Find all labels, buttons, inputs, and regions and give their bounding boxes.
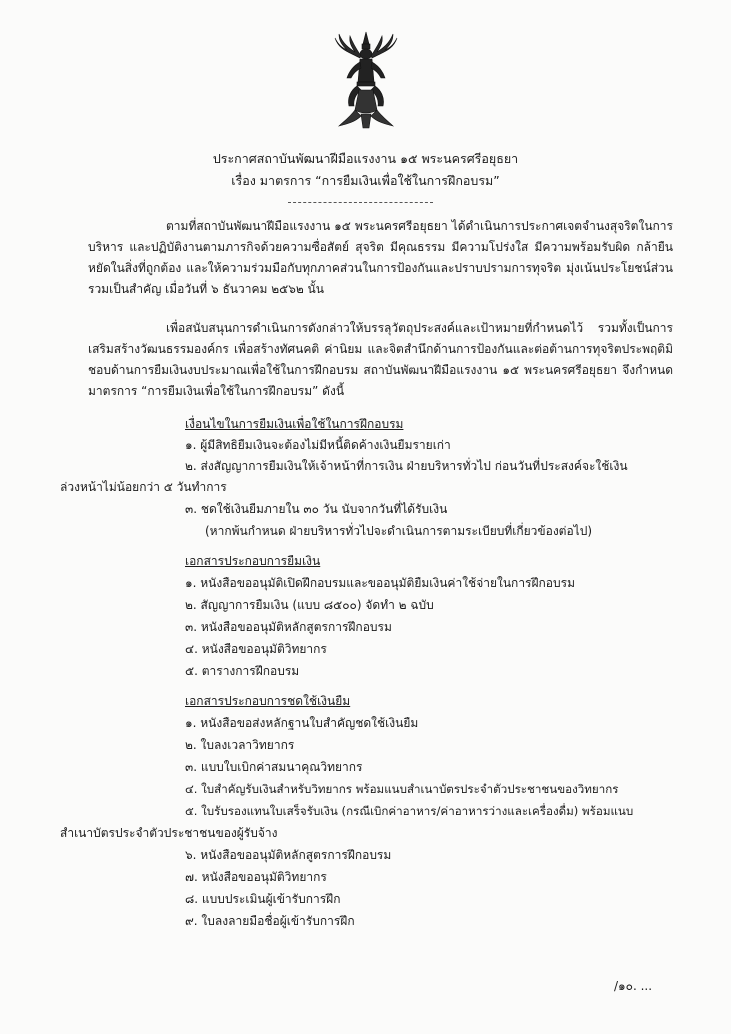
borrow-doc-item-4: ๔. หนังสือขออนุมัติวิทยากร [185, 642, 327, 656]
purpose-paragraph: เพื่อสนับสนุนการดำเนินการดังกล่าวให้บรรลุวัตถุประสงค์และเป้าหมายที่กำหนดไว้ รวมทั้งเป็นการเสริมสร้างวัฒนธรรมองค์กร เพื่อสร้างทัศนคติ ค่านิยม และจิตสำนึกด้านการป้องกันและต่อต้านการทุจริตประพฤติมิชอบด้านการยืมเงินงบประมาณเพื่อใช้ในการฝึกอบรม สถาบันพัฒนาฝีมือแรงงาน ๑๕ พระนครศรีอยุธยา จึงกำหนดมาตรการ “การยืมเงินเพื่อใช้ในการฝึกอบรม” ดังนี้ [88, 321, 673, 398]
condition-item-2: ๒. ส่งสัญญาการยืมเงินให้เจ้าหน้าที่การเงิน ฝ่ายบริหารทั่วไป ก่อนวันที่ประสงค์จะใช้เงิน [185, 459, 628, 473]
condition-item-1: ๑. ผู้มีสิทธิยืมเงินจะต้องไม่มีหนี้ติดค้างเงินยืมรายเก่า [185, 438, 451, 452]
condition-item-3: ๓. ชดใช้เงินยืมภายใน ๓๐ วัน นับจากวันที่ได้รับเงิน [185, 502, 448, 516]
repay-doc-item-5-cont: สำเนาบัตรประจำตัวประชาชนของผู้รับจ้าง [60, 826, 278, 840]
borrow-doc-item-1: ๑. หนังสือขออนุมัติเปิดฝึกอบรมและขออนุมัติยืมเงินค่าใช้จ่ายในการฝึกอบรม [185, 576, 575, 590]
borrow-doc-item-5: ๕. ตารางการฝึกอบรม [185, 664, 300, 678]
repay-doc-item-2: ๒. ใบลงเวลาวิทยากร [185, 738, 295, 752]
announcement-subject: เรื่อง มาตรการ “การยืมเงินเพื่อใช้ในการฝึกอบรม” [231, 173, 500, 188]
repay-doc-item-5: ๕. ใบรับรองแทนใบเสร็จรับเงิน (กรณีเบิกค่าอาหาร/ค่าอาหารว่างและเครื่องดื่ม) พร้อมแนบ [185, 804, 634, 818]
repay-doc-item-1: ๑. หนังสือขอส่งหลักฐานใบสำคัญชดใช้เงินยืม [185, 716, 419, 730]
borrow-doc-item-2: ๒. สัญญาการยืมเงิน (แบบ ๘๕๐๐) จัดทำ ๒ ฉบับ [185, 598, 434, 612]
repay-doc-item-7: ๗. หนังสือขออนุมัติวิทยากร [185, 870, 327, 884]
repay-doc-item-8: ๘. แบบประเมินผู้เข้ารับการฝึก [185, 892, 341, 906]
borrow-docs-heading: เอกสารประกอบการยืมเงิน [185, 554, 321, 568]
garuda-emblem-icon [333, 30, 399, 130]
conditions-heading: เงื่อนไขในการยืมเงินเพื่อใช้ในการฝึกอบรม [185, 417, 404, 431]
title-divider [288, 202, 433, 203]
page-continuation-ref: /๑๐. ... [614, 979, 653, 993]
repay-doc-item-9: ๙. ใบลงลายมือชื่อผู้เข้ารับการฝึก [185, 914, 355, 928]
condition-item-3-note: (หากพ้นกำหนด ฝ่ายบริหารทั่วไปจะดำเนินการตามระเบียบที่เกี่ยวข้องต่อไป) [205, 524, 593, 538]
repay-doc-item-4: ๔. ใบสำคัญรับเงินสำหรับวิทยากร พร้อมแนบสำเนาบัตรประจำตัวประชาชนของวิทยากร [185, 782, 619, 796]
borrow-doc-item-3: ๓. หนังสือขออนุมัติหลักสูตรการฝึกอบรม [185, 620, 392, 634]
announcement-title: ประกาศสถาบันพัฒนาฝีมือแรงงาน ๑๕ พระนครศรีอยุธยา [212, 151, 519, 166]
repay-docs-heading: เอกสารประกอบการชดใช้เงินยืม [185, 694, 351, 708]
repay-doc-item-6: ๖. หนังสือขออนุมัติหลักสูตรการฝึกอบรม [185, 848, 392, 862]
condition-item-2-cont: ล่วงหน้าไม่น้อยกว่า ๕ วันทำการ [60, 480, 227, 494]
intro-paragraph: ตามที่สถาบันพัฒนาฝีมือแรงงาน ๑๕ พระนครศรีอยุธยา ได้ดำเนินการประกาศเจตจำนงสุจริตในการบริหาร และปฏิบัติงานตามภารกิจด้วยความซื่อสัตย์ สุจริต มีคุณธรรม มีความโปร่งใส มีความพร้อมรับผิด กล้ายืนหยัดในสิ่งที่ถูกต้อง และให้ความร่วมมือกับทุกภาคส่วนในการป้องกันและปราบปรามการทุจริต มุ่งเน้นประโยชน์ส่วนรวมเป็นสำคัญ เมื่อวันที่ ๖ ธันวาคม ๒๕๖๒ นั้น [88, 219, 673, 296]
repay-doc-item-3: ๓. แบบใบเบิกค่าสมนาคุณวิทยากร [185, 760, 363, 774]
